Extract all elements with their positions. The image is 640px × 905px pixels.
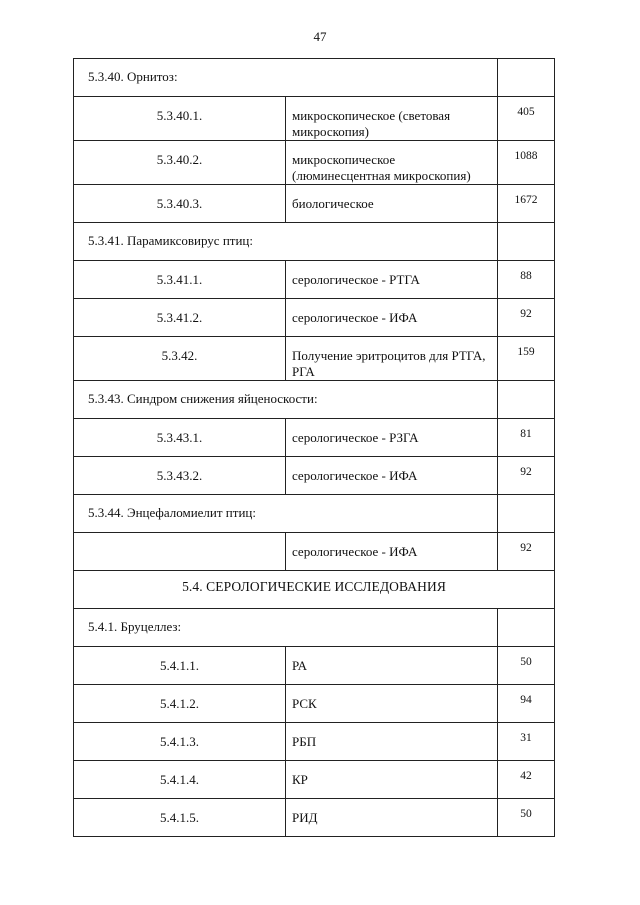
table-row [74,685,555,723]
item-price: 1672 [498,185,555,223]
price-table [73,58,555,837]
table-row [74,97,555,141]
section-row [74,571,555,609]
empty-price-cell [498,59,555,97]
item-name: РСК [286,685,498,723]
item-code: 5.4.1.4. [74,761,286,799]
item-price: 88 [498,261,555,299]
item-code: 5.3.43.2. [74,457,286,495]
subsection-heading: 5.4.1. Бруцеллез: [74,609,498,647]
table-row [74,419,555,457]
item-code: 5.3.43.1. [74,419,286,457]
item-price: 50 [498,647,555,685]
item-price: 42 [498,761,555,799]
empty-price-cell [498,609,555,647]
empty-price-cell [498,381,555,419]
item-code: 5.3.42. [74,337,286,381]
item-name: серологическое - ИФА [286,299,498,337]
table-row [74,533,555,571]
item-price: 405 [498,97,555,141]
subsection-row [74,381,555,419]
item-code: 5.3.41.2. [74,299,286,337]
item-code: 5.4.1.2. [74,685,286,723]
item-code: 5.3.41.1. [74,261,286,299]
subsection-heading: 5.3.40. Орнитоз: [74,59,498,97]
empty-price-cell [498,223,555,261]
item-price: 92 [498,457,555,495]
item-name: микроскопическое (люминесцентная микроскопия) [286,141,498,185]
item-code: 5.4.1.3. [74,723,286,761]
item-name: Получение эритроцитов для РТГА, РГА [286,337,498,381]
item-price: 31 [498,723,555,761]
item-price: 92 [498,533,555,571]
item-price: 159 [498,337,555,381]
item-name: биологическое [286,185,498,223]
empty-price-cell [498,495,555,533]
item-code: 5.3.40.1. [74,97,286,141]
item-name: серологическое - РТГА [286,261,498,299]
table-row [74,337,555,381]
table-row [74,185,555,223]
price-table-body [74,59,555,837]
item-name: РА [286,647,498,685]
item-price: 92 [498,299,555,337]
subsection-heading: 5.3.43. Синдром снижения яйценоскости: [74,381,498,419]
table-row [74,457,555,495]
subsection-row [74,609,555,647]
item-name: серологическое - ИФА [286,533,498,571]
table-row [74,723,555,761]
table-row [74,261,555,299]
item-name: серологическое - ИФА [286,457,498,495]
item-price: 1088 [498,141,555,185]
item-code [74,533,286,571]
item-name: серологическое - РЗГА [286,419,498,457]
table-row [74,141,555,185]
item-code: 5.3.40.3. [74,185,286,223]
subsection-heading: 5.3.44. Энцефаломиелит птиц: [74,495,498,533]
subsection-heading: 5.3.41. Парамиксовирус птиц: [74,223,498,261]
item-name: РИД [286,799,498,837]
item-name: микроскопическое (световая микроскопия) [286,97,498,141]
item-price: 94 [498,685,555,723]
table-row [74,799,555,837]
item-price: 81 [498,419,555,457]
item-code: 5.4.1.5. [74,799,286,837]
item-name: КР [286,761,498,799]
item-code: 5.4.1.1. [74,647,286,685]
page-number: 47 [313,29,327,44]
table-row [74,761,555,799]
item-name: РБП [286,723,498,761]
table-row [74,647,555,685]
subsection-row [74,495,555,533]
subsection-row [74,223,555,261]
subsection-row [74,59,555,97]
item-price: 50 [498,799,555,837]
section-heading: 5.4. СЕРОЛОГИЧЕСКИЕ ИССЛЕДОВАНИЯ [74,571,555,609]
item-code: 5.3.40.2. [74,141,286,185]
table-row [74,299,555,337]
